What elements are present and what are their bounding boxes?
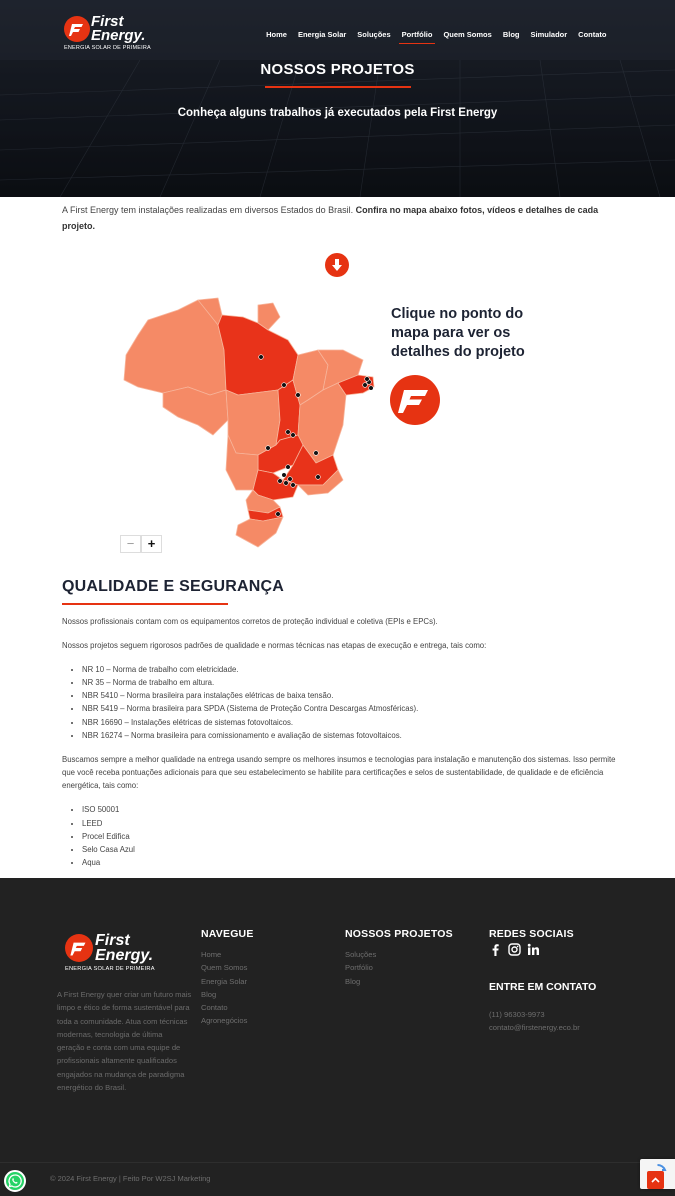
brand-emblem-icon xyxy=(390,375,440,425)
quality-paragraph-2: Nossos projetos seguem rigorosos padrões de qualidade e normas técnicas nas etapas de execução e entrega, tais como: xyxy=(62,640,487,650)
quality-paragraph-3: Buscamos sempre a melhor qualidade na entrega usando sempre os melhores insumos e tecnologias para instalação e manutenção dos sistemas. Isso permite que você receba pontuações adicionais para que seu estabelecimento se habilite para certificações e selos de sustentabilidade, de qualidade e de eficiência energética, tais como: xyxy=(62,754,616,791)
whatsapp-button[interactable] xyxy=(4,1170,26,1192)
footer-link-contato[interactable]: Contato xyxy=(201,1003,228,1013)
project-marker xyxy=(276,512,281,517)
social-links xyxy=(489,943,574,956)
zoom-in-button[interactable]: + xyxy=(141,535,162,553)
logo-wordmark: First Energy. xyxy=(95,932,154,964)
project-marker xyxy=(284,481,289,486)
footer-about: A First Energy quer criar um futuro mais limpo e ético de forma sustentável para toda a comunidade. Atua com técnicas modernas, tecnologia de última geração e conta com uma equipe de profissionais altamente qualificados engajados na mudança de paradigma energético do Brasil. xyxy=(57,990,192,1093)
project-marker xyxy=(365,377,370,382)
quality-title: QUALIDADE E SEGURANÇA xyxy=(62,578,284,595)
list-item: • Procel Edifica xyxy=(82,830,617,843)
logo-mark-icon xyxy=(65,934,93,962)
arrow-down-icon xyxy=(325,253,349,277)
map-zoom-controls xyxy=(120,535,162,553)
footer-link-agronegocios[interactable]: Agronegócios xyxy=(201,1016,248,1026)
page-subtitle: Conheça alguns trabalhos já executados pela First Energy xyxy=(177,107,498,119)
logo-wordmark: First Energy. xyxy=(91,13,146,44)
quality-content xyxy=(62,615,617,880)
footer-link-blog[interactable]: Blog xyxy=(201,989,217,999)
nav-blog[interactable]: Blog xyxy=(502,30,520,39)
footer-social-column xyxy=(489,928,574,956)
list-item: • Selo Casa Azul xyxy=(82,843,617,856)
intro-text: A First Energy tem instalações realizadas em diversos Estados do Brasil. xyxy=(62,205,356,215)
footer-nav-title: NAVEGUE xyxy=(201,928,254,940)
nav-energia-solar[interactable]: Energia Solar xyxy=(297,30,347,39)
copyright: © 2024 First Energy | Feito Por W2SJ Marketing xyxy=(50,1174,211,1183)
footer-contact-title: ENTRE EM CONTATO xyxy=(489,981,597,993)
brazil-projects-map[interactable] xyxy=(118,295,378,553)
project-marker xyxy=(266,446,271,451)
page-title: NOSSOS PROJETOS xyxy=(260,61,415,78)
footer-contact xyxy=(489,1008,580,1035)
footer-logo[interactable] xyxy=(65,932,155,974)
project-marker xyxy=(369,386,374,391)
state-rs xyxy=(236,517,283,547)
footer-projects-title: NOSSOS PROJETOS xyxy=(345,928,453,940)
project-marker xyxy=(278,479,283,484)
state-ro xyxy=(163,387,228,435)
main-nav xyxy=(261,28,612,44)
project-marker xyxy=(288,477,293,482)
norms-list xyxy=(82,663,617,743)
footer-nav-column xyxy=(201,928,254,1028)
facebook-icon[interactable] xyxy=(489,943,502,956)
footer-link-portfolio[interactable]: Portfólio xyxy=(345,963,373,973)
nav-quem-somos[interactable]: Quem Somos xyxy=(443,30,492,39)
zoom-out-button[interactable]: − xyxy=(120,535,141,553)
list-item: • NBR 16274 – Norma brasileira para comissionamento e avaliação de sistemas fotovoltaicos. xyxy=(82,729,617,742)
footer-link-home[interactable]: Home xyxy=(201,950,222,959)
project-marker xyxy=(286,465,291,470)
list-item: • Aqua xyxy=(82,856,617,869)
state-mt xyxy=(226,390,280,455)
nav-contato[interactable]: Contato xyxy=(578,30,607,39)
logo-tagline: ENERGIA SOLAR DE PRIMEIRA xyxy=(65,966,155,972)
project-marker xyxy=(291,433,296,438)
certifications-list xyxy=(82,803,617,869)
whatsapp-icon xyxy=(6,1172,24,1190)
list-item: • LEED xyxy=(82,817,617,830)
project-marker xyxy=(291,483,296,488)
project-marker xyxy=(286,430,291,435)
footer-email[interactable]: contato@firstenergy.eco.br xyxy=(489,1023,580,1033)
footer-phone[interactable]: (11) 96303-9973 xyxy=(489,1010,545,1019)
list-item: • NBR 5419 – Norma brasileira para SPDA (Sistema de Proteção Contra Descargas Atmosféricas). xyxy=(82,702,617,715)
project-marker xyxy=(314,451,319,456)
instagram-icon[interactable] xyxy=(508,943,521,956)
list-item: • NR 35 – Norma de trabalho em altura. xyxy=(82,676,617,689)
map-instruction: Clique no ponto do mapa para ver os detalhes do projeto xyxy=(391,306,525,360)
intro-bold: Confira no mapa abaixo fotos, vídeos e detalhes de cada projeto. xyxy=(62,205,599,231)
project-marker xyxy=(296,393,301,398)
nav-simulador[interactable]: Simulador xyxy=(530,30,568,39)
chevron-up-icon xyxy=(647,1171,664,1189)
nav-home[interactable]: Home xyxy=(266,30,287,39)
project-marker xyxy=(316,475,321,480)
title-underline xyxy=(265,86,411,88)
header-logo[interactable] xyxy=(64,13,151,54)
project-marker xyxy=(282,473,287,478)
list-item: • ISO 50001 xyxy=(82,803,617,816)
linkedin-icon[interactable] xyxy=(527,943,540,956)
list-item: • NR 10 – Norma de trabalho com eletricidade. xyxy=(82,663,617,676)
quality-paragraph-1: Nossos profissionais contam com os equipamentos corretos de proteção individual e coletiva (EPIs e EPCs). xyxy=(62,617,438,626)
list-item: • NBR 16690 – Instalações elétricas de sistemas fotovoltaicos. xyxy=(82,716,617,729)
footer-link-solucoes[interactable]: Soluções xyxy=(345,950,377,959)
project-marker xyxy=(363,383,368,388)
footer-projects-column xyxy=(345,928,453,988)
footer-link-blog-2[interactable]: Blog xyxy=(345,976,361,986)
footer-link-energia-solar[interactable]: Energia Solar xyxy=(201,976,248,986)
scroll-down-button[interactable] xyxy=(325,253,349,277)
list-item: • NBR 5410 – Norma brasileira para instalações elétricas de baixa tensão. xyxy=(82,689,617,702)
nav-portfolio[interactable]: Portfólio xyxy=(396,28,438,44)
logo-mark-icon xyxy=(64,16,90,42)
back-to-top-button[interactable] xyxy=(647,1171,664,1189)
project-marker xyxy=(282,383,287,388)
intro-paragraph xyxy=(62,202,617,234)
footer-link-quem-somos[interactable]: Quem Somos xyxy=(201,963,248,973)
quality-underline xyxy=(62,603,228,605)
logo-tagline: ENERGIA SOLAR DE PRIMEIRA xyxy=(64,45,151,51)
footer-social-title: REDES SOCIAIS xyxy=(489,928,574,940)
project-marker xyxy=(259,355,264,360)
nav-solucoes[interactable]: Soluções xyxy=(357,30,391,39)
state-pa xyxy=(218,315,298,395)
